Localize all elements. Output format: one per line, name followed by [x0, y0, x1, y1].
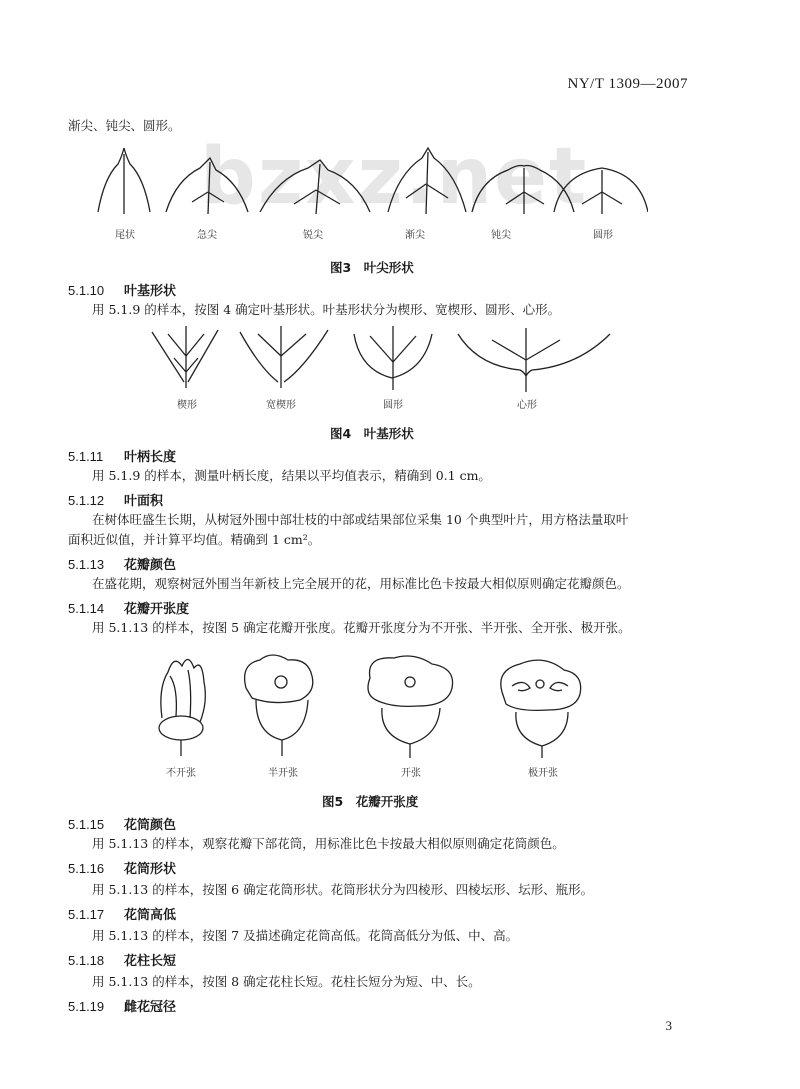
fig3-label-obtuse: 钝尖 — [491, 230, 511, 241]
section-heading: 5.1.17 花筒高低 — [68, 907, 177, 922]
section-heading: 5.1.11 叶柄长度 — [68, 449, 177, 464]
leaf-tip-caudate-drawing — [98, 148, 150, 214]
flower-open-drawing — [368, 656, 453, 758]
fig4-label-round: 圆形 — [383, 400, 403, 411]
flower-half-open-drawing — [245, 655, 313, 756]
fig4-label-cuneate: 楔形 — [177, 400, 197, 411]
figure4-caption: 图4 叶基形状 — [330, 426, 414, 441]
leaf-base-round-drawing — [354, 326, 432, 390]
leaf-base-cordate-drawing — [458, 328, 610, 392]
flower-unopened-drawing — [159, 659, 205, 756]
section-heading: 5.1.19 雌花冠径 — [68, 999, 177, 1014]
standard-code-header: NY/T 1309—2007 — [567, 76, 688, 92]
leaf-tip-acuminate-drawing — [388, 148, 466, 214]
figure5-petal-opening-drawings — [148, 648, 588, 760]
section-heading: 5.1.18 花柱长短 — [68, 953, 177, 968]
fig5-label-half-open: 半开张 — [268, 768, 298, 779]
fig4-label-broad-cuneate: 宽楔形 — [266, 400, 296, 411]
fig3-label-caudate: 尾状 — [115, 230, 135, 241]
figure5-caption: 图5 花瓣开张度 — [322, 794, 419, 809]
section-heading: 5.1.13 花瓣颜色 — [68, 557, 177, 572]
section-text: 用 5.1.9 的样本，测量叶柄长度，结果以平均值表示，精确到 0.1 cm。 — [92, 468, 491, 483]
fig5-label-unopened: 不开张 — [166, 768, 196, 779]
section-text: 用 5.1.13 的样本，按图 6 确定花筒形状。花筒形状分为四棱形、四棱坛形、坛形、瓶形。 — [92, 882, 594, 897]
figure3-leaf-tip-drawings — [88, 140, 648, 220]
section-text: 用 5.1.13 的样本，观察花瓣下部花筒，用标准比色卡按最大相似原则确定花筒颜色。 — [92, 836, 565, 851]
leaf-base-cuneate-drawing — [152, 326, 218, 388]
fig5-label-fully-open: 极开张 — [528, 768, 558, 779]
section-heading: 5.1.14 花瓣开张度 — [68, 601, 190, 616]
leaf-base-broad-cuneate-drawing — [240, 326, 328, 388]
intro-text: 渐尖、钝尖、圆形。 — [68, 118, 181, 133]
section-text: 用 5.1.13 的样本，按图 5 确定花瓣开张度。花瓣开张度分为不开张、半开张、全开张、极开张。 — [92, 620, 631, 635]
section-heading: 5.1.16 花筒形状 — [68, 861, 177, 876]
leaf-tip-acute-drawing — [166, 158, 248, 214]
page-number: 3 — [665, 1018, 672, 1033]
flower-fully-open-drawing — [501, 660, 581, 758]
section-text: 在盛花期，观察树冠外围当年新枝上完全展开的花，用标准比色卡按最大相似原则确定花瓣颜色。 — [92, 576, 630, 591]
section-heading: 5.1.10 叶基形状 — [68, 283, 177, 298]
fig4-label-cordate: 心形 — [517, 400, 537, 411]
section-text: 用 5.1.13 的样本，按图 8 确定花柱长短。花柱长短分为短、中、长。 — [92, 974, 481, 989]
section-heading: 5.1.15 花筒颜色 — [68, 817, 177, 832]
section-text-continued: 面积近似值，并计算平均值。精确到 1 cm²。 — [68, 532, 321, 547]
figure4-leaf-base-drawings — [148, 326, 618, 396]
fig3-label-sharp: 锐尖 — [303, 230, 323, 241]
fig3-label-acuminate: 渐尖 — [405, 230, 425, 241]
figure3-caption: 图3 叶尖形状 — [330, 260, 414, 275]
watermark: bzxz.net — [200, 132, 589, 222]
fig3-label-acute: 急尖 — [197, 230, 217, 241]
leaf-tip-obtuse-drawing — [472, 166, 574, 215]
leaf-tip-round-drawing — [554, 168, 648, 214]
fig3-label-round: 圆形 — [593, 230, 613, 241]
section-text: 在树体旺盛生长期，从树冠外围中部壮枝的中部或结果部位采集 10 个典型叶片，用方格法量取叶 — [92, 512, 629, 527]
section-text: 用 5.1.13 的样本，按图 7 及描述确定花筒高低。花筒高低分为低、中、高。 — [92, 928, 519, 943]
section-heading: 5.1.12 叶面积 — [68, 493, 164, 508]
section-text: 用 5.1.9 的样本，按图 4 确定叶基形状。叶基形状分为楔形、宽楔形、圆形、心形。 — [92, 302, 561, 317]
fig5-label-open: 开张 — [401, 768, 421, 779]
leaf-tip-sharp-drawing — [260, 160, 370, 214]
